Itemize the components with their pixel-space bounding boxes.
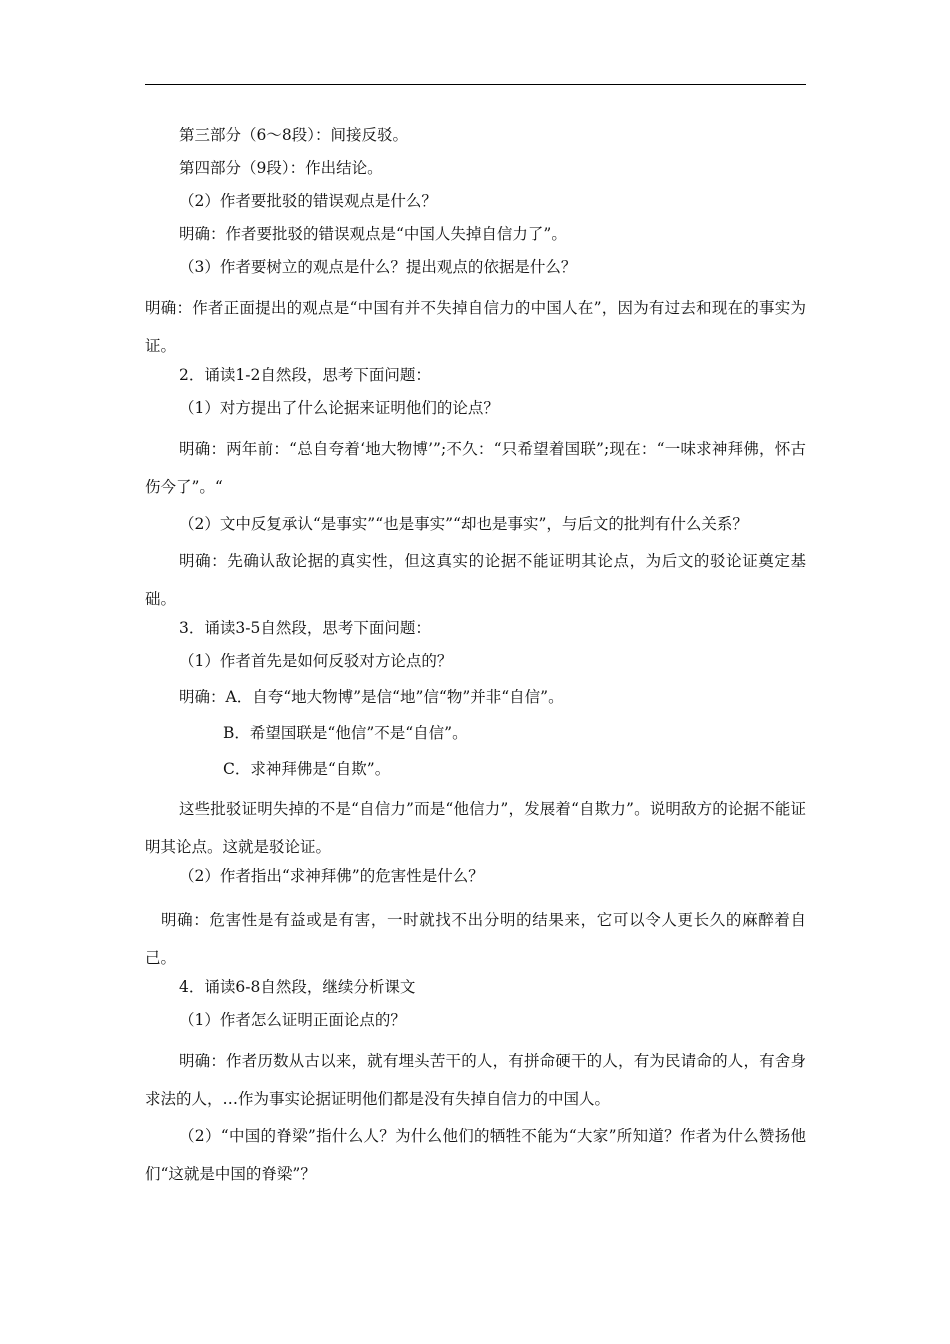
- text-line: 2．诵读1-2自然段，思考下面问题：: [179, 366, 431, 384]
- document-body: [145, 124, 806, 1193]
- text-line: （3）作者要树立的观点是什么？提出观点的依据是什么？: [179, 258, 577, 276]
- text-line: 明确：危害性是有益或是有害，一时就找不出分明的结果来，它可以令人更长久的麻醉着自己。: [145, 911, 806, 967]
- text-line: （2）文中反复承认“是事实”“也是事实”“却也是事实”，与后文的批判有什么关系？: [179, 515, 748, 533]
- text-line: 4．诵读6-8自然段，继续分析课文: [179, 978, 416, 996]
- text-line: 第四部分（9段）：作出结论。: [179, 159, 383, 177]
- text-line: 明确：作者正面提出的观点是“中国有并不失掉自信力的中国人在”，因为有过去和现在的事实为证。: [145, 299, 806, 355]
- text-line: 明确：A．自夸“地大物博”是信“地”信“物”并非“自信”。: [179, 688, 564, 706]
- text-line: （1）作者首先是如何反驳对方论点的？: [179, 652, 453, 670]
- text-line: 明确：作者要批驳的错误观点是“中国人失掉自信力了”。: [179, 225, 567, 243]
- text-line: 明确：先确认敌论据的真实性，但这真实的论据不能证明其论点，为后文的驳论证奠定基础。: [145, 552, 806, 608]
- text-line: 明确：作者历数从古以来，就有埋头苦干的人，有拼命硬干的人，有为民请命的人，有舍身求法的人，…作为事实论据证明他们都是没有失掉自信力的中国人。: [145, 1052, 806, 1108]
- text-line: （1）作者怎么证明正面论点的？: [179, 1011, 406, 1029]
- text-line: C．求神拜佛是“自欺”。: [223, 760, 391, 778]
- text-line: （2）作者指出“求神拜佛”的危害性是什么？: [179, 867, 484, 885]
- text-line: 这些批驳证明失掉的不是“自信力”而是“他信力”，发展着“自欺力”。说明敌方的论据不能证明其论点。这就是驳论证。: [145, 800, 806, 856]
- text-line: 明确：两年前：“总自夸着‘地大物博’”;不久：“只希望着国联”;现在：“一味求神拜佛，怀古伤今了”。“: [145, 440, 806, 496]
- text-line: B．希望国联是“他信”不是“自信”。: [223, 724, 468, 742]
- text-line: 第三部分（6～8段）：间接反驳。: [179, 126, 408, 144]
- header-rule: [145, 84, 806, 85]
- text-line: （2）“中国的脊梁”指什么人？为什么他们的牺牲不能为“大家”所知道？作者为什么赞扬他们“这就是中国的脊梁”？: [145, 1127, 806, 1183]
- text-line: 3．诵读3-5自然段，思考下面问题：: [179, 619, 431, 637]
- text-line: （1）对方提出了什么论据来证明他们的论点？: [179, 399, 499, 417]
- text-line: （2）作者要批驳的错误观点是什么？: [179, 192, 437, 210]
